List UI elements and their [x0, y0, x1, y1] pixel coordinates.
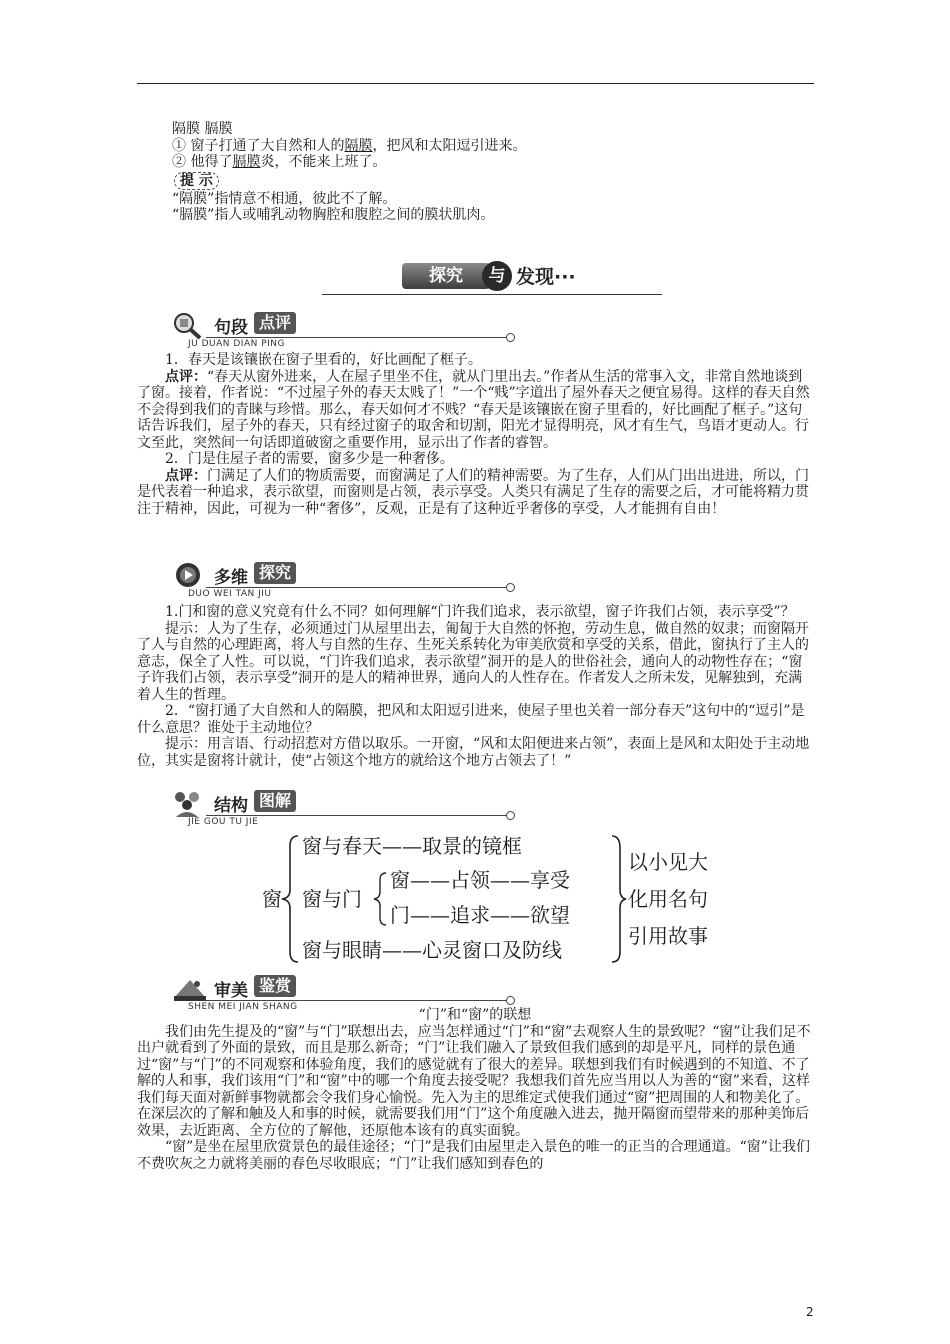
juduan-c1: 点评：“春天从窗外进来，人在屋子里坐不住，就从门里出去。”作者从生活的常事入文，非常自然地谈到了窗。接着，作者说：“不过屋子外的春天太贱了！”一个“贱”字道出了屋外春天之便宜易得。这样的春天自然不会得到我们的青睐与珍惜。那么，春天如何才不贱？“春天是该镶嵌在窗子里看的，好比画配了框子。”这句话告诉我们，屋子外的春天，只有经过窗子的取舍和切割，阳光才显得明亮，风才有生气，鸟语才更动人。行文至此，突然间一句话即道破窗之重要作用，显示出了作者的睿智。 [137, 368, 810, 451]
example-sentence-2: ② 他得了膈膜炎，不能来上班了。 [172, 154, 387, 170]
section-title-circle: 与 [482, 261, 512, 291]
tip-label: 提 示 [174, 172, 219, 190]
juduan-q2: 2．门是住屋子者的需要，窗多少是一种奢侈。 [165, 451, 454, 467]
magnifier-icon [170, 311, 210, 341]
diagram-branch-2a: 窗——占领——享受 [390, 868, 570, 892]
jiegou-pinyin: JIE GOU TU JIE [188, 817, 259, 827]
duowei-heading [170, 561, 515, 601]
shenmei-title: “门”和“窗”的联想 [418, 1007, 532, 1023]
shenmei-p1: 我们由先生提及的“窗”与“门”联想出去，应当怎样通过“门”和“窗”去观察人生的景致呢？“窗”让我们足不出户就看到了外面的景致，而且是那么新奇；“门”让我们融入了景致但我们感到的却是平凡，同样的景色通过“窗”与“门”的不同观察和体验角度，我们的感觉就有了很大的差异。联想到我们有时候遇到的不知道、不了解的人和事，我们该用“门”和“窗”中的哪一个角度去接受呢？我想我们首先应当用以人为善的“窗”来看，这样我们每天面对新鲜事物就都会令我们身心愉悦。先入为主的思维定式使我们通过“窗”把周围的人和物美化了。在深层次的了解和触及人和事的时候，就需要我们用“门”这个角度融入进去，抛开隔窗而望带来的那种美饰后效果，去近距离、全方位的了解他，还原他本该有的真实面貌。 [137, 1023, 811, 1139]
jiegou-heading [170, 789, 515, 829]
section-title-rule [322, 294, 662, 295]
diagram-branch-3: 窗与眼睛——心灵窗口及防线 [302, 938, 562, 962]
shenmei-body [137, 1007, 813, 1172]
duowei-rule-dot [506, 583, 515, 592]
duowei-head1: 多维 [214, 568, 248, 588]
juduan-head1: 句段 [214, 318, 248, 338]
diagram-root: 窗 [262, 887, 282, 911]
art-icon [170, 974, 210, 1004]
juduan-pinyin: JU DUAN DIAN PING [188, 339, 285, 349]
jiegou-rule [206, 815, 507, 816]
intro-block [172, 121, 812, 224]
juduan-head2: 点评 [254, 312, 296, 334]
shenmei-head2: 鉴赏 [254, 975, 296, 997]
section-title-banner [322, 263, 662, 295]
diagram-branch-1: 窗与春天——取景的镜框 [302, 834, 522, 858]
diagram-technique-3: 引用故事 [628, 924, 708, 948]
word-pair-title: 隔膜 膈膜 [172, 121, 233, 137]
section-title-pill: 探究 [402, 263, 490, 289]
juduan-q1: 1．春天是该镶嵌在窗子里看的，好比画配了框子。 [165, 352, 482, 368]
jiegou-rule-dot [506, 811, 515, 820]
play-disc-icon [170, 561, 210, 591]
page-number: 2 [806, 1305, 814, 1319]
duowei-pinyin: DUO WEI TAN JIU [188, 589, 272, 599]
duowei-q1: 1.门和窗的意义究竟有什么不同？如何理解“门许我们追求，表示欲望，窗子许我们占领，表示享受”？ [165, 604, 795, 620]
diagram-branch-2: 窗与门 [302, 887, 362, 911]
duowei-rule [206, 587, 507, 588]
shenmei-p2: “窗”是坐在屋里欣赏景色的最佳途径；“门”是我们由屋里走入景色的唯一的正当的合理通道。“窗”让我们不费吹灰之力就将美丽的春色尽收眼底；“门”让我们感知到春色的 [137, 1139, 810, 1172]
structure-diagram [260, 828, 730, 970]
duowei-body [137, 604, 813, 769]
juduan-body [137, 352, 813, 517]
jiegou-head2: 图解 [254, 790, 296, 812]
tip-line-1: “隔膜”指情意不相通，彼此不了解。 [172, 190, 397, 207]
diagram-technique-1: 以小见大 [628, 850, 708, 874]
shenmei-pinyin: SHEN MEI JIAN SHANG [188, 1002, 298, 1012]
jiegou-head1: 结构 [214, 796, 248, 816]
duowei-a2: 提示：用言语、行动招惹对方借以取乐。一开窗，“风和太阳便进来占领”，表面上是风和太阳处于主动地位，其实是窗将计就计，使“占领这个地方的就给这个地方占领去了！” [137, 736, 810, 769]
duowei-head2: 探究 [254, 562, 296, 584]
diagram-technique-2: 化用名句 [628, 887, 708, 911]
juduan-c2: 点评：门满足了人们的物质需要，而窗满足了人们的精神需要。为了生存，人们从门出出进进，所以，门是代表着一种追求，表示欲望，而窗则是占领，表示享受。人类只有满足了生存的需要之后，才可能将精力贯注于精神，因此，可视为一种“奢侈”，反观，正是有了这种近乎奢侈的享受，人才能拥有自由！ [137, 467, 809, 517]
example-sentence-1: ① 窗子打通了大自然和人的隔膜，把风和太阳逗引进来。 [172, 137, 527, 154]
shenmei-head1: 审美 [214, 981, 248, 1001]
tip-line-2: “膈膜”指人或哺乳动物胸腔和腹腔之间的膜状肌肉。 [172, 207, 495, 223]
duowei-q2: 2．“窗打通了大自然和人的隔膜，把风和太阳逗引进来，使屋子里也关着一部分春天”这句中的“逗引”是什么意思？谁处于主动地位？ [137, 703, 805, 736]
diagram-branch-2b: 门——追求——欲望 [390, 903, 570, 927]
juduan-heading [170, 311, 515, 351]
section-title-rest: 发现··· [516, 266, 576, 288]
shenmei-rule-dot [506, 996, 515, 1005]
duowei-a1: 提示：人为了生存，必须通过门从屋里出去，匍匐于大自然的怀抱，劳动生息，做自然的奴隶；而窗隔开了人与自然的心理距离，将人与自然的生存、生死关系转化为审美欣赏和享受的关系，借此，窗执行了主人的意志，保全了人性。可以说，“门许我们追求，表示欲望”洞开的是人的世俗社会，通向人的动物性存在；“窗子许我们占领，表示享受”洞开的是人的精神世界，通向人的人性存在。作者发人之所未发，见解独到，充满着人生的哲理。 [137, 620, 809, 703]
header-rule [137, 83, 814, 84]
people-icon [170, 789, 210, 819]
shenmei-rule [206, 1000, 507, 1001]
juduan-rule [206, 337, 507, 338]
juduan-rule-dot [506, 333, 515, 342]
